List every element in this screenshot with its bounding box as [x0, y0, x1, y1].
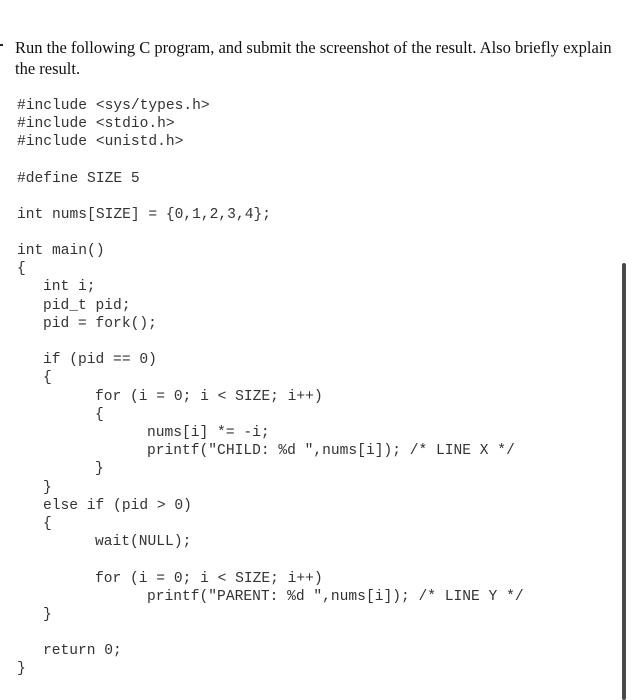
- code-line-for-close-brace: }: [95, 461, 104, 477]
- code-line-if-close-brace: }: [43, 480, 52, 496]
- question-text: Run the following C program, and submit the screenshot of the result. Also briefly explain the result.: [15, 38, 612, 78]
- code-line-for-open-brace: {: [95, 407, 104, 423]
- code-line-fork-call: pid = fork();: [43, 316, 157, 332]
- code-line-else-close-brace: }: [43, 607, 52, 623]
- vertical-scrollbar[interactable]: [622, 263, 626, 700]
- code-line-return: return 0;: [43, 643, 122, 659]
- code-line-printf-child: printf("CHILD: %d ",nums[i]); /* LINE X */: [147, 443, 515, 459]
- code-line-include-stdio: #include <stdio.h>: [17, 116, 175, 132]
- code-line-decl-pid: pid_t pid;: [43, 298, 131, 314]
- code-line-decl-i: int i;: [43, 279, 96, 295]
- code-line-printf-parent: printf("PARENT: %d ",nums[i]); /* LINE Y */: [147, 589, 524, 605]
- code-line-nums-array: int nums[SIZE] = {0,1,2,3,4};: [17, 207, 271, 223]
- code-line-nums-multiply: nums[i] *= -i;: [147, 425, 270, 441]
- code-line-else-if-parent: else if (pid > 0): [43, 498, 192, 514]
- code-line-include-unistd: #include <unistd.h>: [17, 134, 184, 150]
- code-line-main-signature: int main(): [17, 243, 105, 259]
- code-line-if-child: if (pid == 0): [43, 352, 157, 368]
- code-line-if-open-brace: {: [43, 370, 52, 386]
- code-line-define-size: #define SIZE 5: [17, 171, 140, 187]
- code-line-wait-call: wait(NULL);: [95, 534, 192, 550]
- code-line-child-for: for (i = 0; i < SIZE; i++): [95, 389, 323, 405]
- code-line-include-sys-types: #include <sys/types.h>: [17, 98, 210, 114]
- code-line-main-open-brace: {: [17, 261, 26, 277]
- code-line-else-open-brace: {: [43, 516, 52, 532]
- code-line-main-close-brace: }: [17, 661, 26, 677]
- code-line-parent-for: for (i = 0; i < SIZE; i++): [95, 571, 323, 587]
